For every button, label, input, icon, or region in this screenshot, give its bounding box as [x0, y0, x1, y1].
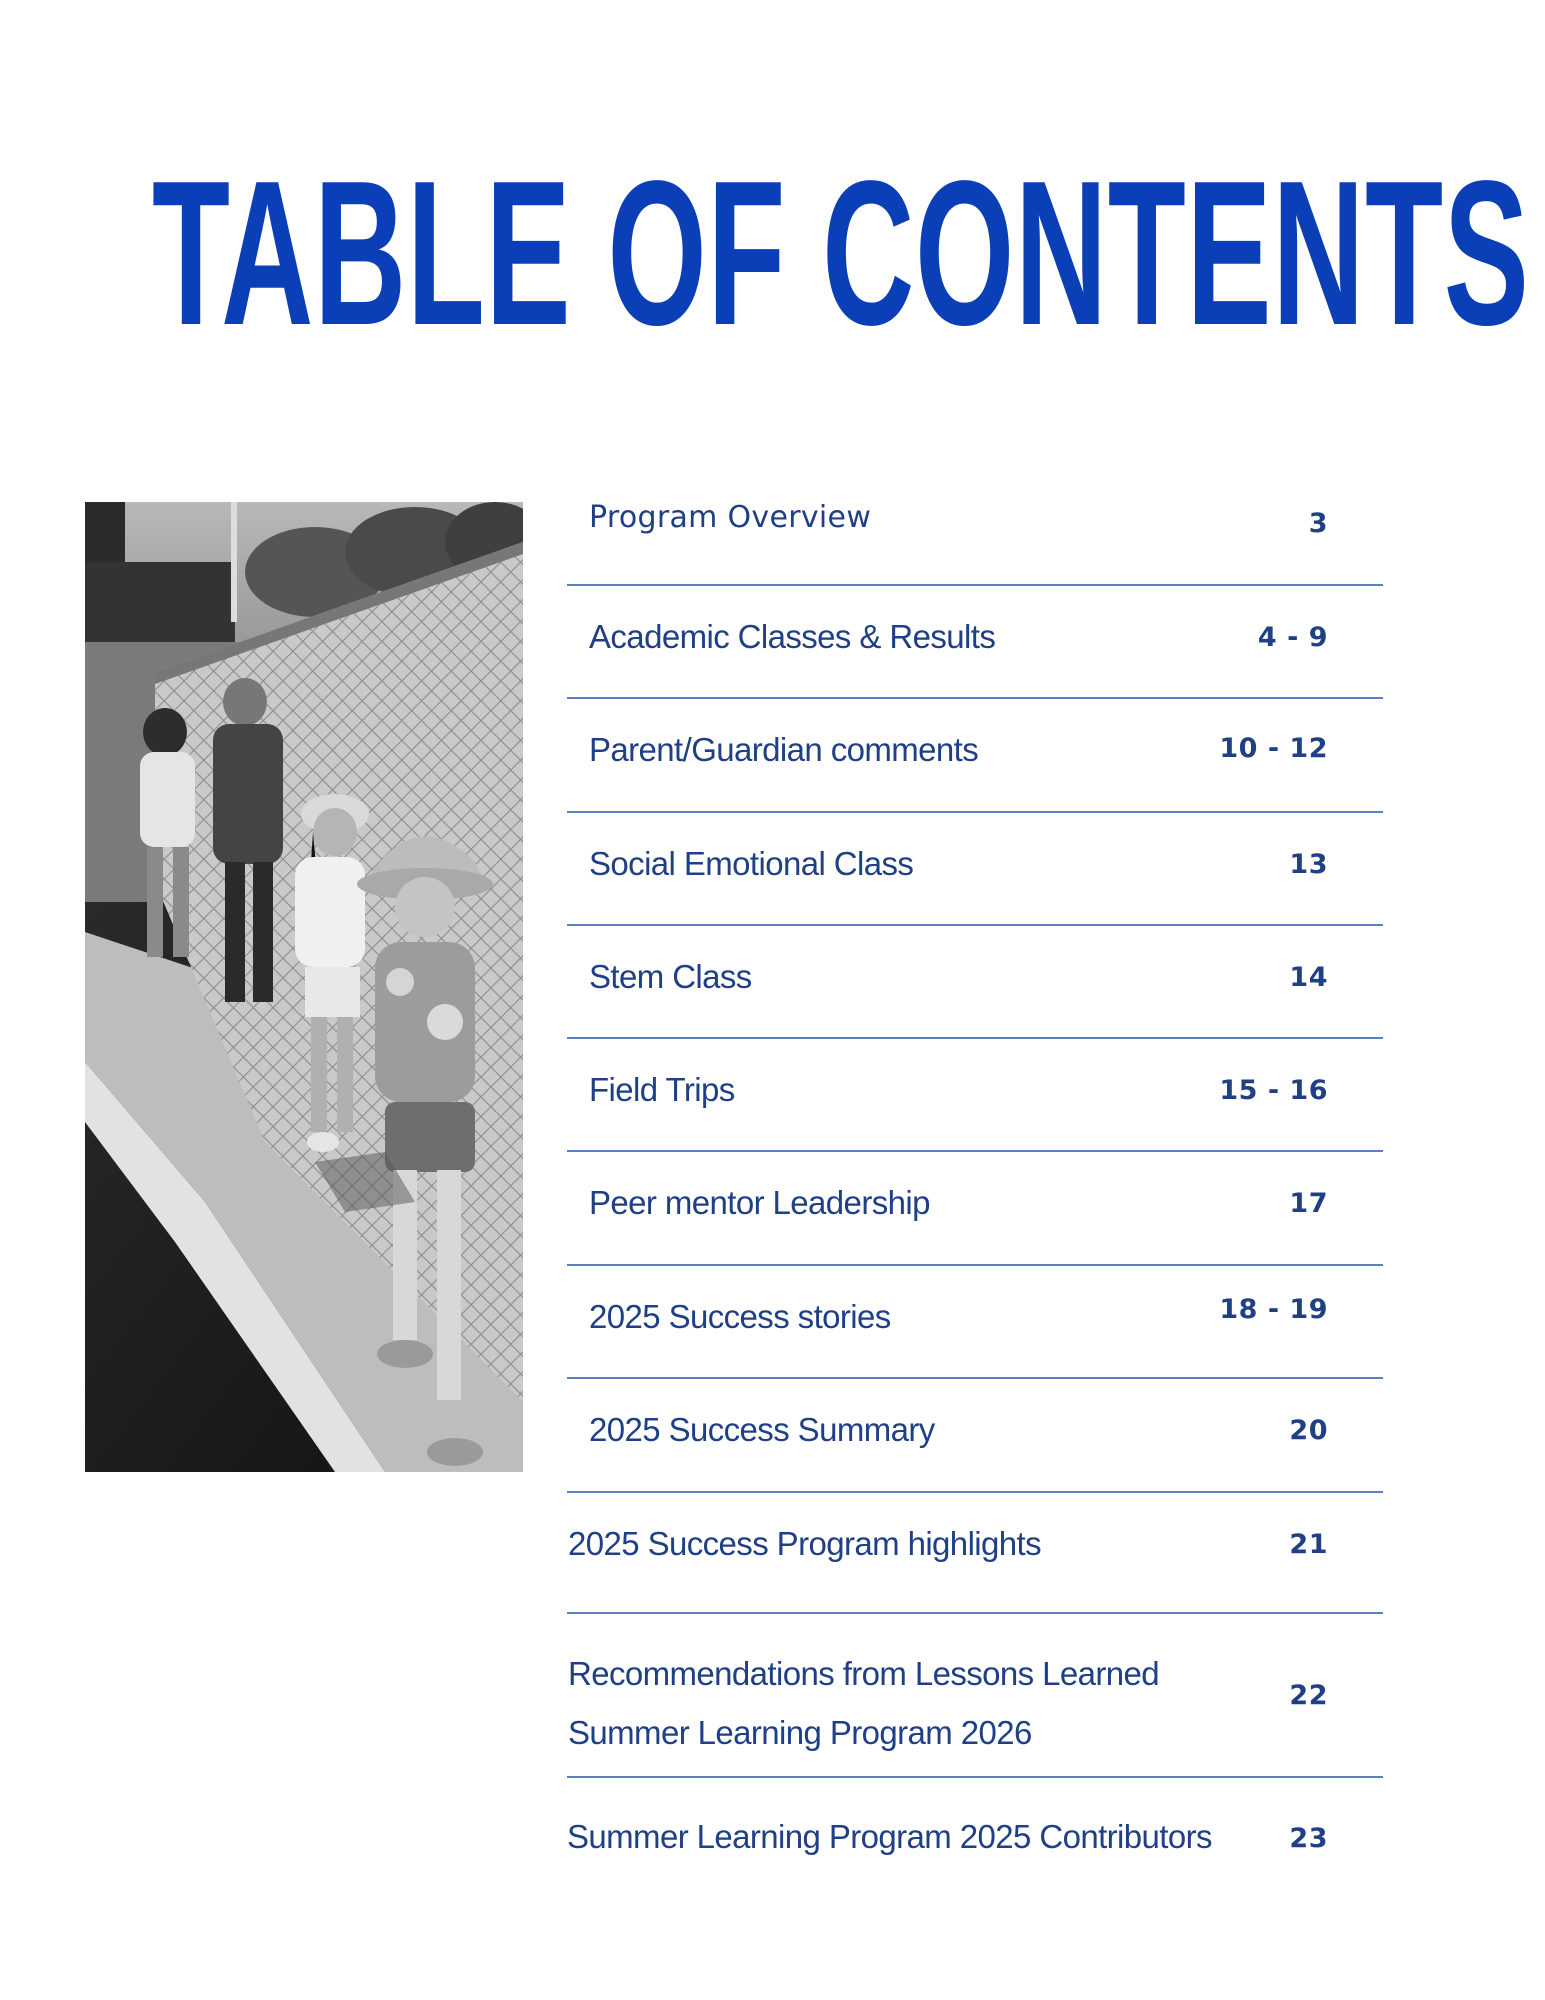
toc-entry-page: 23 [1289, 1823, 1328, 1854]
toc-entry-label: 2025 Success Summary [589, 1411, 935, 1448]
toc-entry-label: Social Emotional Class [589, 845, 914, 882]
toc-entry-label: Summer Learning Program 2025 Contributors [567, 1818, 1212, 1855]
toc-entry-page: 22 [1289, 1680, 1328, 1711]
toc-entry-label-line-2: Summer Learning Program 2026 [568, 1714, 1032, 1751]
toc-entry-label: 2025 Success stories [589, 1298, 891, 1335]
table-of-contents [567, 472, 1383, 1894]
toc-entry-label: Peer mentor Leadership [589, 1184, 930, 1221]
toc-entry-program-highlights[interactable] [567, 1493, 1383, 1614]
toc-entry-page: 18 - 19 [1219, 1294, 1328, 1325]
toc-entry-label: Academic Classes & Results [589, 618, 996, 655]
toc-entry-parent-guardian-comments[interactable] [567, 699, 1383, 813]
toc-entry-social-emotional-class[interactable] [567, 813, 1383, 926]
toc-entry-program-overview[interactable] [567, 472, 1383, 586]
page-title: TABLE OF CONTENTS [152, 138, 1530, 368]
toc-entry-label: Parent/Guardian comments [589, 731, 979, 768]
toc-entry-label-line-1: Recommendations from Lessons Learned [568, 1655, 1160, 1692]
toc-entry-success-stories[interactable] [567, 1266, 1383, 1379]
photo-children-walking [85, 502, 523, 1472]
toc-entry-label: Program Overview [589, 500, 872, 535]
toc-entry-page: 14 [1289, 962, 1328, 993]
toc-entry-label: Stem Class [589, 958, 752, 995]
toc-entry-page: 3 [1308, 508, 1328, 539]
toc-entry-page: 21 [1289, 1529, 1328, 1560]
toc-entry-peer-mentor-leadership[interactable] [567, 1152, 1383, 1266]
toc-entry-field-trips[interactable] [567, 1039, 1383, 1152]
toc-entry-stem-class[interactable] [567, 926, 1383, 1039]
toc-entry-page: 13 [1289, 849, 1328, 880]
toc-entry-page: 15 - 16 [1219, 1075, 1328, 1106]
toc-entry-recommendations[interactable] [567, 1614, 1383, 1778]
toc-entry-label: Field Trips [589, 1071, 735, 1108]
toc-entry-page: 20 [1289, 1415, 1328, 1446]
toc-entry-label [568, 1644, 1159, 1762]
toc-entry-success-summary[interactable] [567, 1379, 1383, 1493]
toc-entry-contributors[interactable] [567, 1778, 1383, 1894]
toc-entry-label: 2025 Success Program highlights [568, 1525, 1042, 1562]
toc-entry-page: 10 - 12 [1219, 733, 1328, 764]
toc-entry-academic-classes[interactable] [567, 586, 1383, 699]
toc-entry-page: 17 [1289, 1188, 1328, 1219]
toc-entry-page: 4 - 9 [1257, 622, 1328, 653]
